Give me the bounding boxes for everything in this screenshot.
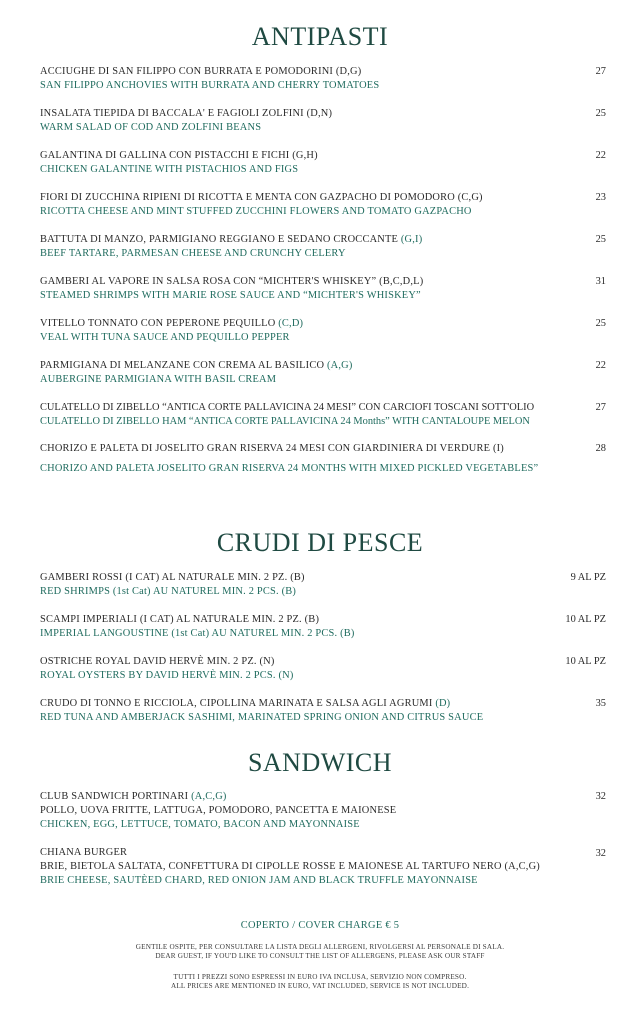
item-price: 23 — [595, 192, 606, 203]
item-english: BEEF TARTARE, PARMESAN CHEESE AND CRUNCHY CELERY — [40, 248, 346, 259]
item-english: CHORIZO AND PALETA JOSELITO GRAN RISERVA 24 MONTHS WITH MIXED PICKLED VEGETABLES” — [40, 463, 539, 474]
menu-item — [40, 790, 606, 832]
item-english: ROYAL OYSTERS BY DAVID HERVÈ MIN. 2 PCS. (N) — [40, 670, 294, 681]
item-price: 32 — [595, 848, 606, 859]
item-english: AUBERGINE PARMIGIANA WITH BASIL CREAM — [40, 374, 277, 385]
item-price: 10 AL PZ — [565, 656, 606, 667]
item-price: 27 — [595, 66, 606, 77]
cover-charge: COPERTO / COVER CHARGE € 5 — [240, 920, 400, 931]
item-price: 9 AL PZ — [570, 572, 606, 583]
item-english: SAN FILIPPO ANCHOVIES WITH BURRATA AND CHERRY TOMATOES — [40, 80, 380, 91]
item-price: 27 — [595, 402, 606, 413]
item-title: CHIANA BURGER — [40, 847, 128, 858]
item-english: RICOTTA CHEESE AND MINT STUFFED ZUCCHINI FLOWERS AND TOMATO GAZPACHO — [40, 206, 472, 217]
item-allergens: (A,C,G) — [191, 791, 227, 802]
item-italian: BRIE, BIETOLA SALTATA, CONFETTURA DI CIPOLLE ROSSE E MAIONESE AL TARTUFO NERO (A,C,G) — [40, 861, 540, 872]
menu-item — [40, 401, 606, 429]
prices-note-en: ALL PRICES ARE MENTIONED IN EURO, VAT INCLUDED, SERVICE IS NOT INCLUDED. — [170, 981, 470, 990]
item-english: RED TUNA AND AMBERJACK SASHIMI, MARINATED SPRING ONION AND CITRUS SAUCE — [40, 712, 484, 723]
menu-item — [40, 846, 606, 888]
item-italian: CULATELLO DI ZIBELLO “ANTICA CORTE PALLAVICINA 24 MESI” CON CARCIOFI TOSCANI SOTT'OLIO — [40, 402, 535, 413]
item-italian: FIORI DI ZUCCHINA RIPIENI DI RICOTTA E MENTA CON GAZPACHO DI POMODORO (C,G) — [40, 192, 483, 203]
item-english: STEAMED SHRIMPS WITH MARIE ROSE SAUCE AND “MICHTER'S WHISKEY” — [40, 290, 421, 301]
menu-item — [40, 317, 606, 345]
item-price: 25 — [595, 318, 606, 329]
item-italian: POLLO, UOVA FRITTE, LATTUGA, POMODORO, PANCETTA E MAIONESE — [40, 805, 397, 816]
item-price: 28 — [595, 443, 606, 454]
item-italian: CHORIZO E PALETA DI JOSELITO GRAN RISERVA 24 MESI CON GIARDINIERA DI VERDURE (I) — [40, 443, 504, 454]
menu-item — [40, 359, 606, 387]
item-italian: GAMBERI ROSSI (I CAT) AL NATURALE MIN. 2 PZ. (B) — [40, 572, 305, 583]
section-title-crudi: CRUDI DI PESCE — [216, 528, 424, 557]
menu-item — [40, 613, 606, 641]
item-title — [40, 790, 606, 804]
item-price: 32 — [595, 791, 606, 802]
item-name: VITELLO TONNATO CON PEPERONE PEQUILLO — [40, 318, 276, 329]
item-price: 25 — [595, 234, 606, 245]
menu-item — [40, 107, 606, 135]
item-price: 10 AL PZ — [565, 614, 606, 625]
section-title-antipasti: ANTIPASTI — [251, 22, 389, 51]
item-english: CHICKEN, EGG, LETTUCE, TOMATO, BACON AND MAYONNAISE — [40, 819, 360, 830]
item-english: VEAL WITH TUNA SAUCE AND PEQUILLO PEPPER — [40, 332, 290, 343]
menu-item — [40, 697, 606, 725]
menu-item — [40, 275, 606, 303]
item-english: BRIE CHEESE, SAUTÈED CHARD, RED ONION JAM AND BLACK TRUFFLE MAYONNAISE — [40, 875, 478, 886]
item-italian — [40, 359, 606, 373]
item-price: 22 — [595, 150, 606, 161]
menu-item — [40, 65, 606, 93]
item-english: IMPERIAL LANGOUSTINE (1st Cat) AU NATUREL MIN. 2 PCS. (B) — [40, 628, 355, 639]
item-allergens: (G,I) — [400, 234, 423, 245]
menu-item — [40, 571, 606, 599]
allergen-note — [0, 943, 640, 960]
item-name: BATTUTA DI MANZO, PARMIGIANO REGGIANO E SEDANO CROCCANTE — [40, 234, 399, 245]
item-italian: OSTRICHE ROYAL DAVID HERVÈ MIN. 2 PZ. (N) — [40, 656, 275, 667]
allergen-note-it: GENTILE OSPITE, PER CONSULTARE LA LISTA DEGLI ALLERGENI, RIVOLGERSI AL PERSONALE DI SALA. — [135, 943, 505, 951]
item-price: 31 — [595, 276, 606, 287]
section-title-sandwich: SANDWICH — [247, 748, 393, 777]
item-italian: SCAMPI IMPERIALI (I CAT) AL NATURALE MIN. 2 PZ. (B) — [40, 614, 320, 625]
prices-note — [0, 973, 640, 990]
item-price: 35 — [595, 698, 606, 709]
menu-item — [40, 655, 606, 683]
item-price: 22 — [595, 360, 606, 371]
menu-item — [40, 191, 606, 219]
item-english: CULATELLO DI ZIBELLO HAM “ANTICA CORTE PALLAVICINA 24 Months” WITH CANTALOUPE MELON — [40, 416, 530, 427]
item-english: WARM SALAD OF COD AND ZOLFINI BEANS — [40, 122, 262, 133]
item-allergens: (D) — [435, 698, 451, 709]
menu-item — [40, 149, 606, 177]
allergen-note-en: DEAR GUEST, IF YOU'D LIKE TO CONSULT THE LIST OF ALLERGENS, PLEASE ASK OUR STAFF — [155, 951, 485, 960]
item-name: CLUB SANDWICH PORTINARI — [40, 791, 189, 802]
item-italian — [40, 697, 606, 711]
item-english: RED SHRIMPS (1st Cat) AU NATUREL MIN. 2 PCS. (B) — [40, 586, 297, 597]
item-price: 25 — [595, 108, 606, 119]
item-allergens: (A,G) — [326, 360, 353, 371]
item-italian — [40, 317, 606, 331]
item-italian: INSALATA TIEPIDA DI BACCALA' E FAGIOLI ZOLFINI (D,N) — [40, 108, 333, 119]
item-name: CRUDO DI TONNO E RICCIOLA, CIPOLLINA MARINATA E SALSA AGLI AGRUMI — [40, 698, 433, 709]
menu-item — [40, 442, 606, 476]
item-italian: GAMBERI AL VAPORE IN SALSA ROSA CON “MICHTER'S WHISKEY” (B,C,D,L) — [40, 276, 424, 287]
prices-note-it: TUTTI I PREZZI SONO ESPRESSI IN EURO IVA INCLUSA, SERVIZIO NON COMPRESO. — [173, 973, 467, 981]
menu-item — [40, 233, 606, 261]
item-italian: ACCIUGHE DI SAN FILIPPO CON BURRATA E POMODORINI (D,G) — [40, 66, 362, 77]
item-allergens: (C,D) — [278, 318, 304, 329]
item-name: PARMIGIANA DI MELANZANE CON CREMA AL BASILICO — [40, 360, 325, 371]
item-italian — [40, 233, 606, 247]
item-english: CHICKEN GALANTINE WITH PISTACHIOS AND FIGS — [40, 164, 299, 175]
item-italian: GALANTINA DI GALLINA CON PISTACCHI E FICHI (G,H) — [40, 150, 318, 161]
